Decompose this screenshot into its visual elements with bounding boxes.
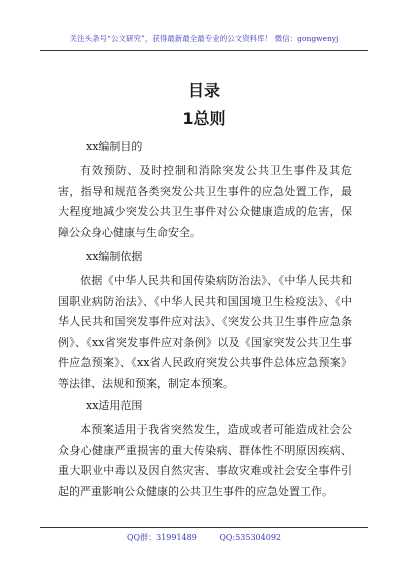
footer-qq: QQ:535304092 xyxy=(219,533,281,542)
footer-qq-group: QQ群：31991489 xyxy=(126,533,197,542)
section-body-scope: 本预案适用于我省突然发生，造成或者可能造成社会公众身心健康严重损害的重大传染病、群体性不明原因疾病、重大职业中毒以及因自然灾害、事故灾难或社会安全事件引起的严重影响公众健康的公共卫生事件的应急处置工作。 xyxy=(58,423,352,498)
chapter-title: 1总则 xyxy=(182,109,226,128)
section-body-purpose: 有效预防、及时控制和消除突发公共卫生事件及其危害，指导和规范各类突发公共卫生事件的应急处置工作，最大程度地减少突发公共卫生事件对公众健康造成的危害，保障公众身心健康与生命安全。 xyxy=(58,164,352,239)
toc-title: 目录 xyxy=(187,81,220,100)
section-heading-purpose: xx编制目的 xyxy=(86,140,143,153)
section-body-basis: 依据《中华人民共和国传染病防治法》、《中华人民共和国职业病防治法》、《中华人民共和国国境卫生检疫法》、《中华人民共和国突发事件应对法》、《突发公共卫生事件应急条例》、《xx省突发事件应对条例》以及《国家突发公共卫生事件应急预案》、《xx省人民政府突发公共事件总体应急预案》等法律、法规和预案，制定本预案。 xyxy=(58,274,352,390)
section-heading-scope: xx适用范围 xyxy=(86,399,143,412)
page-header: 关注头条号“公文研究”，获得最新最全最专业的公文资料库！ 微信：gongwenyj xyxy=(40,28,368,51)
section-heading-basis: xx编制依据 xyxy=(86,250,143,263)
page-footer xyxy=(40,527,368,548)
